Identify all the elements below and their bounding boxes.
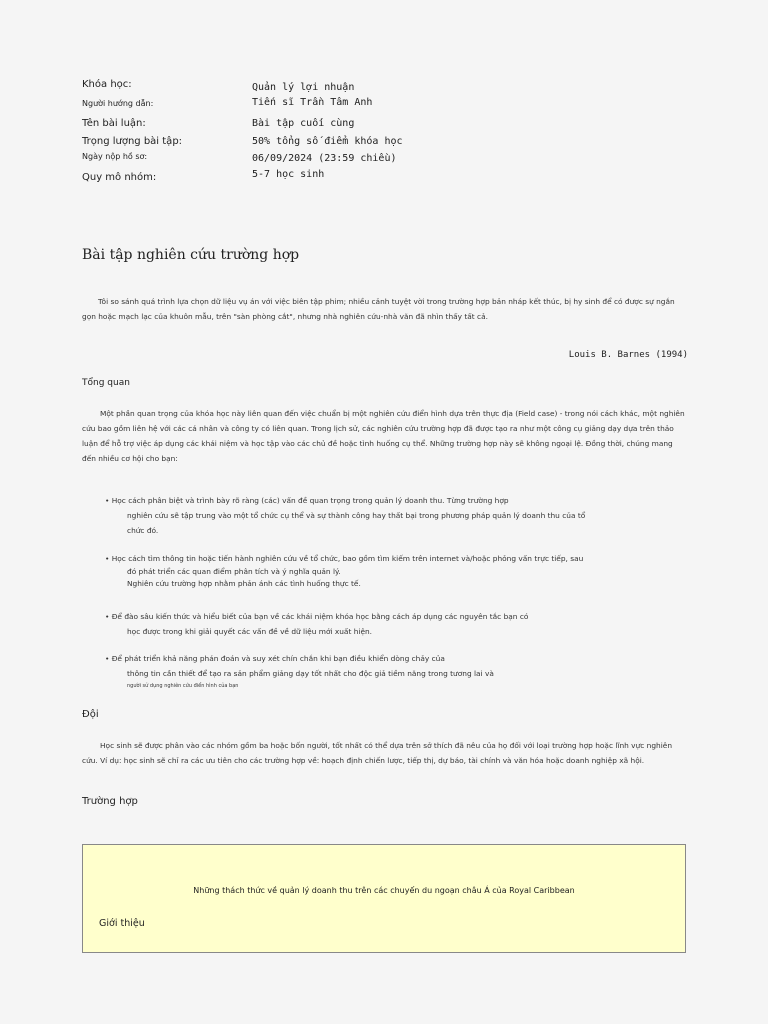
overview-heading: Tổng quan [82, 378, 130, 388]
weight-value: 50% tổng số điểm khóa học [252, 136, 403, 147]
case-box [82, 844, 686, 953]
due-date-label: Ngày nộp hồ sơ: [82, 152, 148, 161]
bullet-item: • Học cách phân biệt và trình bày rõ ràng (các) vấn đề quan trọng trong quản lý doanh thu. Từng trường hợp nghiên cứu sẽ tập trung vào một tổ chức cụ thể và sự thành công hay thất bại trong phương pháp quản lý doanh thu của tổ chức đó. [105, 496, 586, 535]
case-title: Những thách thức về quản lý doanh thu trên các chuyến du ngoạn châu Á của Royal Caribbean [193, 886, 575, 895]
instructor-label: Người hướng dẫn: [82, 99, 154, 108]
team-heading: Đội [82, 709, 99, 720]
course-label: Khóa học: [82, 79, 132, 90]
instructor-value: Tiến sĩ Trần Tâm Anh [252, 97, 373, 108]
team-text: Học sinh sẽ được phân vào các nhóm gồm ba hoặc bốn người, tốt nhất có thể dựa trên sở thích đã nêu của họ đối với loại trường hợp hoặc lĩnh vực nghiên cứu. Ví dụ: học sinh sẽ chỉ ra các ưu tiên cho các trường hợp về: hoạch định chiến lược, tiếp thị, dự báo, tài chính và văn hóa hoặc doanh nghiệp xã hội. [82, 741, 673, 765]
essay-name-label: Tên bài luận: [82, 118, 146, 129]
essay-name-value: Bài tập cuối cùng [252, 118, 355, 129]
bullet-item: • Học cách tìm thông tin hoặc tiến hành nghiên cứu về tổ chức, bao gồm tìm kiếm trên internet và/hoặc phỏng vấn trực tiếp, sau đó phát triển các quan điểm phân tích và ý nghĩa quản lý. Nghiên cứu trường hợp nhằm phản ánh các tình huống thực tế. [105, 554, 584, 588]
cases-heading: Trường hợp [82, 796, 138, 807]
quote-text: Tôi so sánh quá trình lựa chọn dữ liệu vụ án với việc biên tập phim; nhiều cảnh tuyệt vời trong trường hợp bản nháp kết thúc, bị hy sinh để có được sự ngắn gọn hoặc mạch lạc của khuôn mẫu, trên "sàn phòng cắt", nhưng nhà nghiên cứu-nhà văn đã nhìn thấy tất cả. [82, 297, 675, 321]
bullet-item: • Để phát triển khả năng phán đoán và suy xét chín chắn khi bạn điều khiển dòng chảy của thông tin cần thiết để tạo ra sản phẩm giảng dạy tốt nhất cho độc giả tiềm năng trong tương lai và người sử dụng nghiên cứu điển hình của bạn [105, 654, 494, 689]
case-intro-heading: Giới thiệu [99, 918, 145, 929]
due-date-value: 06/09/2024 (23:59 chiều) [252, 153, 397, 164]
overview-text: Một phần quan trọng của khóa học này liên quan đến việc chuẩn bị một nghiên cứu điển hình dựa trên thực địa (Field case) - trong nói cách khác, một nghiên cứu bao gồm liên hệ với các cá nhân và công ty có liên quan. Trong lịch sử, các nghiên cứu trường hợp đã được tạo ra như một công cụ giảng dạy dựa trên thảo luận để hỗ trợ việc áp dụng các khái niệm và học tập vào các chủ đề hoặc tình huống cụ thể. Những trường hợp này sẽ không ngoại lệ. Đồng thời, chúng mang đến nhiều cơ hội cho bạn: [82, 409, 685, 463]
group-size-label: Quy mô nhóm: [82, 172, 157, 183]
group-size-value: 5-7 học sinh [252, 169, 325, 180]
course-value: Quản lý lợi nhuận [252, 82, 355, 93]
weight-label: Trọng lượng bài tập: [82, 136, 183, 147]
page-title: Bài tập nghiên cứu trường hợp [82, 247, 300, 263]
bullet-item: • Để đào sâu kiến thức và hiểu biết của bạn về các khái niệm khóa học bằng cách áp dụng các nguyên tắc bạn có học được trong khi giải quyết các vấn đề về dữ liệu mới xuất hiện. [105, 612, 529, 636]
quote-author: Louis B. Barnes (1994) [568, 350, 688, 360]
